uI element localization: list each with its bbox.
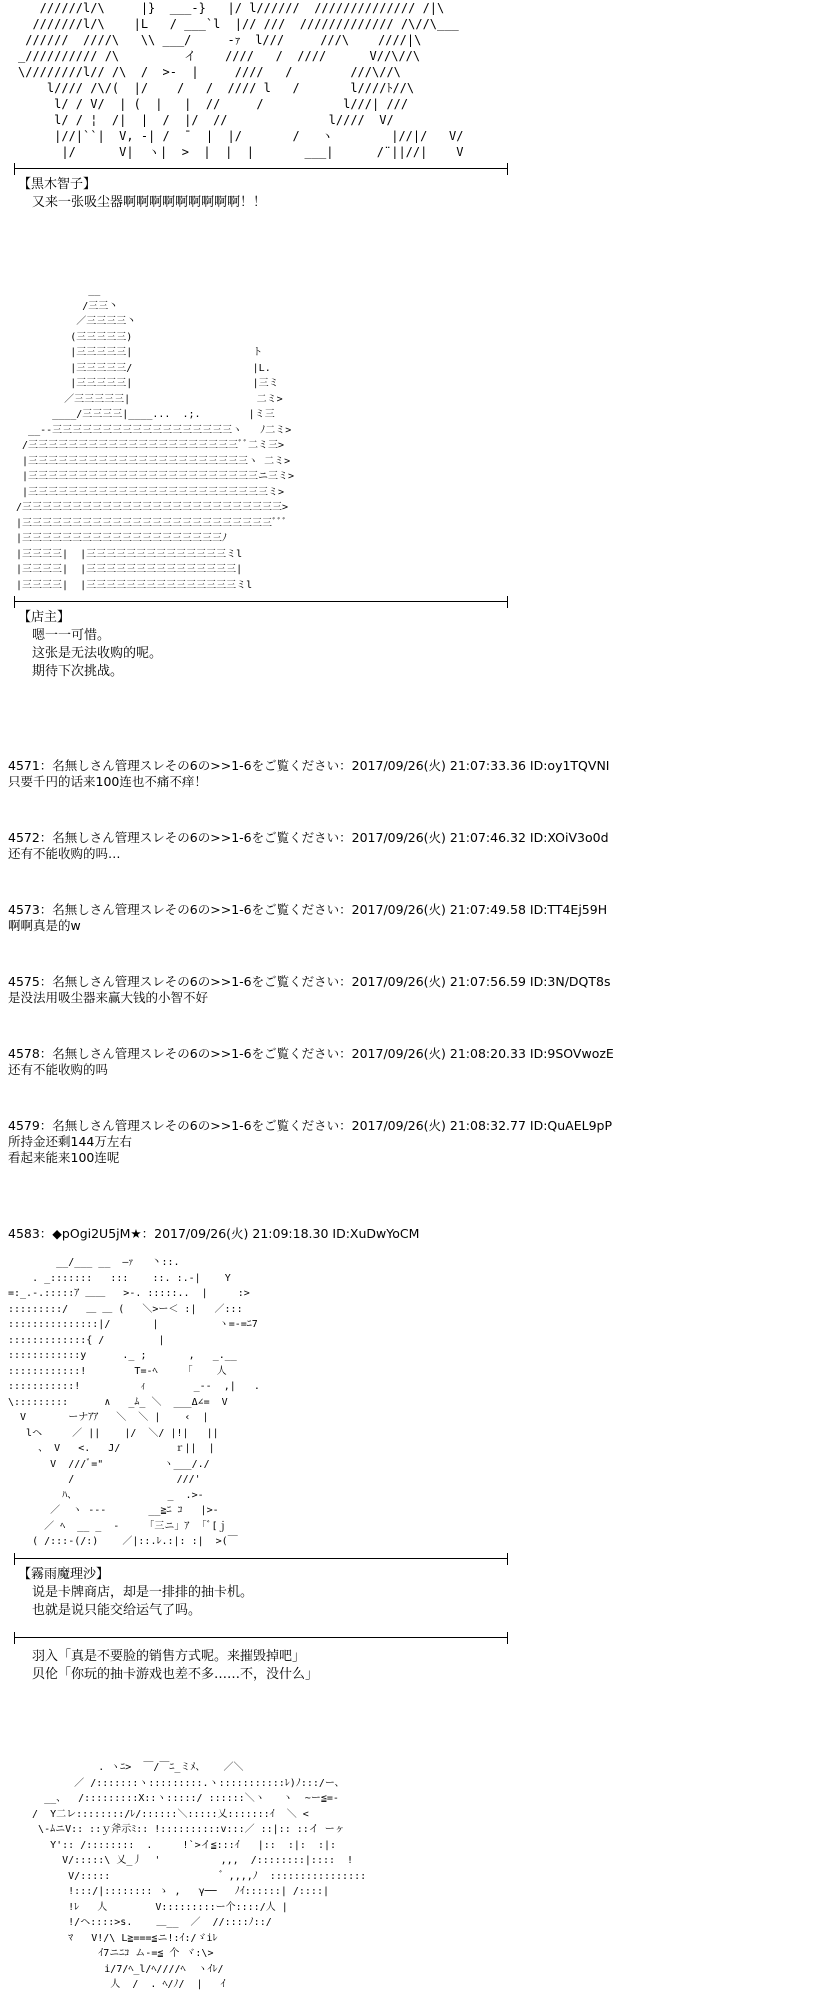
- post-body: 啊啊真是的w: [8, 918, 81, 933]
- dialogue-line: 这张是无法收购的呢。: [32, 646, 163, 661]
- title-ascii-art: //////l/\ |} ___-} |/ l////// ////////////// /|\ ///////l/\ |L / ___`l |// /// ///////////// /\//\___ ////// ////\ \\ ___/ -ｧ l/// ///\ ////|\ _////////// /\ イ //// / //// V//\//\ \////////l// /\ / >- | //// / ///\//\ l//// /\/( |/ / / //// l / l////ﾄ//\ l/ / V/ | ( | | // / l///| /// l/ / ¦ /| | / |/ // l//// V/ |//|``| V, -| / ̄ | |/ / ヽ |//|/ V/ |/ V| ヽ| > | | | ___| /¨||//| V: [18, 1, 464, 159]
- dialogue-line: 羽入「真是不要脸的销售方式呢。来摧毁掉吧」: [32, 1649, 306, 1664]
- dialogue-shopkeeper: [18, 609, 162, 681]
- bottom-character-ascii-art: . ヽﾆ> ￣/￣ﾆ_ミﾒ、 ／＼ ／ /:::::::ヽ:::::::::.ヽ:::::::::::ﾚ)ﾉ:::/ー、 __、 /:::::::::X::ヽ:::::/ ::::::＼ヽ ヽ ~ー≦=- / Y二レ::::::::/ﾚ/::::::＼:::::乂:::::::ｲ ＼ < \-ﾑニV:: ::ｙ斧示ﾐ:: !::::::::::v:::／ ::|:: ::イ ーヶ Y':: /:::::::: . !`>イ≦:::ｲ |:: :|: :|: V/:::::\ 乂_丿 ' ,,, /::::::::|:::: ! V/::::: ゛,,,,ﾉ :::::::::::::::: !:::/|:::::::: ゝ , γ── ﾉｲ::::::| /::::| !ﾚ 人 V:::::::::ー个::::/人 | !/ヘ::::>s. ＿__ ／ //::::ﾉ::/ ﾏ V!/\ L≧===≦ニ!:ｲ:/ゞiﾚ ｲ7ニﾆｺ ム-=≦ 个 ヾ:\> i/7/ﾍ_l/ﾍ////ﾍ ヽｲﾚ/ 人 / . ﾍ/ﾉ/ | ｲ: [32, 1762, 367, 1990]
- post-header: 4571：名無しさん管理スレその6の>>1-6をご覧ください：2017/09/26(火) 21:07:33.36 ID:oy1TQVNI: [8, 758, 610, 773]
- post-body: 看起来能来100连呢: [8, 1150, 120, 1165]
- dialogue-marisa: [18, 1566, 253, 1620]
- post-body: 只要千円的话来100连也不痛不痒！: [8, 774, 207, 789]
- post-body: 还有不能收购的吗…: [8, 846, 121, 861]
- speaker-shopkeeper: 【店主】: [18, 610, 71, 625]
- dialogue-line: 又来一张吸尘器啊啊啊啊啊啊啊啊啊！！: [32, 195, 267, 210]
- dialogue-line: 嗯一一可惜。: [32, 628, 111, 643]
- post-header: 4583：◆pOgi2U5jM★：2017/09/26(火) 21:09:18.30 ID:XuDwYoCM: [8, 1226, 420, 1241]
- dialogue-line: 贝伦「你玩的抽卡游戏也差不多……不，没什么」: [32, 1667, 319, 1682]
- speaker-kuroki: 【黒木智子】: [18, 177, 97, 192]
- separator-4: [14, 1632, 508, 1644]
- post-4579: [8, 1118, 808, 1166]
- post-4572: [8, 830, 808, 862]
- dialogue-line: 期待下次挑战。: [32, 664, 124, 679]
- separator-2: [14, 596, 508, 608]
- dialogue-line: 说是卡牌商店，却是一排排的抽卡机。: [32, 1585, 254, 1600]
- dialogue-line: 也就是说只能交给运气了吗。: [32, 1603, 202, 1618]
- post-header: 4578：名無しさん管理スレその6の>>1-6をご覧ください：2017/09/26(火) 21:08:20.33 ID:9SOVwozE: [8, 1046, 614, 1061]
- post-4578: [8, 1046, 808, 1078]
- post-4575: [8, 974, 808, 1006]
- separator-3: [14, 1553, 508, 1565]
- post-header: 4575：名無しさん管理スレその6の>>1-6をご覧ください：2017/09/26(火) 21:07:56.59 ID:3N/DQT8s: [8, 974, 611, 989]
- separator-1: [14, 163, 508, 175]
- post-header: 4572：名無しさん管理スレその6の>>1-6をご覧ください：2017/09/26(火) 21:07:46.32 ID:XOiV3o0d: [8, 830, 609, 845]
- shopkeeper-ascii-art: __ /三三丶 ／三三三三丶 (三三三三三) |三三三三三| ト |三三三三三/ |L. |三三三三三| |三ミ ／三三三三三| 二ミ> ____/三三三三|____... .;. |ミ三 __--三三三三三三三三三三三三三三三三三三ヽ ﾉ二ミ> /三三三三三三三三三三三三三三三三三三三三三ﾞﾞ二ミ三> |三三三三三三三三三三三三三三三三三三三三三三ヽ 二ミ> |三三三三三三三三三三三三三三三三三三三三三三三ニ三ミ> |三三三三三三三三三三三三三三三三三三三三三三三三ミ> /三三三三三三三三三三三三三三三三三三三三三三三三三三> |三三三三三三三三三三三三三三三三三三三三三三三三三ﾞﾞﾞ |三三三三三三三三三三三三三三三三三三三三ﾉ |三三三三| |三三三三三三三三三三三三三三ミl |三三三三| |三三三三三三三三三三三三三三三| |三三三三| |三三三三三三三三三三三三三三三ミl: [16, 285, 295, 591]
- speaker-marisa: 【霧雨魔理沙】: [18, 1567, 110, 1582]
- post-body: 是没法用吸尘器来赢大钱的小智不好: [8, 990, 209, 1005]
- dialogue-hanyuu-bern: [18, 1648, 318, 1684]
- dialogue-kuroki: [18, 176, 266, 212]
- post-4583: [8, 1226, 808, 1242]
- post-body: 所持金还剩144万左右: [8, 1134, 132, 1149]
- post-body: 还有不能收购的吗: [8, 1062, 109, 1077]
- post-header: 4579：名無しさん管理スレその6の>>1-6をご覧ください：2017/09/26(火) 21:08:32.77 ID:QuAEL9pP: [8, 1118, 613, 1133]
- post-4573: [8, 902, 808, 934]
- post-header: 4573：名無しさん管理スレその6の>>1-6をご覧ください：2017/09/26(火) 21:07:49.58 ID:TT4Ej59H: [8, 902, 608, 917]
- post-4571: [8, 758, 808, 790]
- marisa-ascii-art: __/___ __ ―ｧ 丶::. . _::::::: ::: ::. :.-| Y =:_.-.:::::ｱ ＿＿ >-. :::::.. | :> :::::::::/ ＿ ＿ ( ＼>ー＜ :| ／::: :::::::::::::::|/ | ヽ=-=ﾆ7 :::::::::::::{ / | ::::::::::::y ._ ; , _.__ ::::::::::::! T=-ﾍ ｢ 人 :::::::::::! ｨ _-- ,| . \::::::::: ∧ _ﾑ_ ＼ ___Δ∠= V V ーナｱｱ ＼ ＼ | ‹ | lヘ ／ || |/ ＼/ |!| || 、 V <. J/ ｒ|| | V ///ﾞ=" ヽ___/./ / ///' ﾊ、 _ .>- ／ ヽ --- __≧ﾆ ｺ |>- ／ ﾍ __ _ - ｢三ニ」ｱ ｢ﾞ[ｊ ( /:::-(/:) ／|::.ﾚ.:|: :| >(￣: [8, 1257, 260, 1547]
